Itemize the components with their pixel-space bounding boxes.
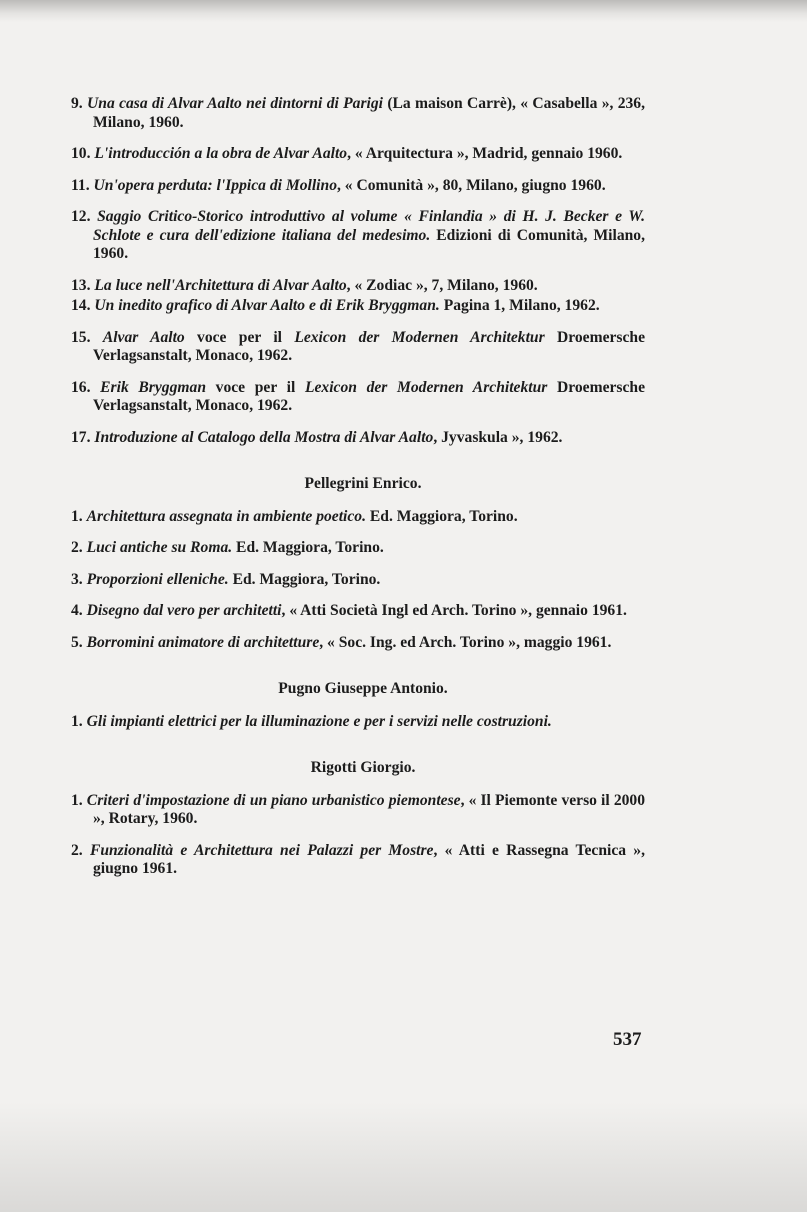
entry-number: 1. — [71, 791, 87, 809]
entry-number: 5. — [71, 633, 87, 651]
author-heading: Pugno Giuseppe Antonio. — [278, 680, 448, 697]
bibliography-entry — [71, 508, 645, 527]
entry-title: Gli impianti elettrici per la illuminazione e per i servizi nelle costruzioni. — [86, 712, 552, 730]
bibliography-entry — [71, 329, 645, 366]
scan-bottom-edge — [0, 1102, 807, 1212]
entry-details: Droemersche Verlagsanstalt, Monaco, 1962. — [93, 328, 646, 364]
page-number: 537 — [613, 1029, 642, 1050]
bibliography-entry — [71, 429, 645, 448]
entry-number: 2. — [71, 539, 87, 556]
entry-number: 11. — [71, 176, 94, 194]
entry-details: , Jyvaskula », 1962. — [433, 428, 563, 446]
bibliography-entry — [71, 177, 645, 196]
bibliography-entry — [71, 539, 645, 558]
bibliography-entry — [71, 208, 645, 264]
bibliography-entry — [71, 792, 645, 829]
entry-number: 15. — [71, 328, 103, 346]
entry-title: La luce nell'Architettura di Alvar Aalto — [94, 276, 347, 294]
entry-title-secondary: Lexicon der Modernen Architektur — [304, 378, 548, 396]
entry-details: , « Atti e Rassegna Tecnica », giugno 1961. — [93, 841, 645, 877]
entry-number: 14. — [71, 297, 95, 314]
entry-details: , « Soc. Ing. ed Arch. Torino », maggio 1961. — [319, 633, 612, 651]
entry-details: Ed. Maggiora, Torino. — [228, 570, 381, 588]
entry-title-secondary: Lexicon der Modernen Architektur — [294, 328, 545, 346]
entry-number: 16. — [71, 378, 101, 396]
entry-number: 1. — [71, 712, 87, 730]
author-heading: Rigotti Giorgio. — [310, 759, 416, 776]
entry-title: Disegno dal vero per architetti — [86, 602, 282, 619]
bibliography-entry — [71, 602, 645, 621]
bibliography-entry — [71, 277, 645, 296]
entry-title: Funzionalità e Architettura nei Palazzi per Mostre — [89, 841, 434, 859]
entry-title: Alvar Aalto — [102, 328, 185, 346]
entry-title: Un'opera perduta: l'Ippica di Mollino — [93, 176, 337, 194]
entry-connector: voce per il — [184, 328, 295, 346]
entry-number: 10. — [71, 145, 95, 162]
entry-number: 1. — [71, 507, 87, 525]
entry-number: 2. — [71, 841, 90, 859]
entry-details: Ed. Maggiora, Torino. — [366, 507, 518, 525]
entry-title: Una casa di Alvar Aalto nei dintorni di Parigi — [87, 95, 384, 112]
bibliography-entry — [71, 571, 645, 590]
entry-number: 12. — [71, 208, 98, 225]
entry-details: (La maison Carrè), « Casabella », 236, Milano, 1960. — [93, 95, 646, 131]
entry-details: Droemersche Verlagsanstalt, Monaco, 1962. — [93, 378, 646, 414]
author-heading: Pellegrini Enrico. — [304, 475, 422, 492]
entry-details: Pagina 1, Milano, 1962. — [439, 297, 600, 314]
entry-number: 9. — [71, 95, 88, 112]
entry-title: L'introducción a la obra de Alvar Aalto — [94, 145, 348, 162]
entry-title: Criteri d'impostazione di un piano urbanistico piemontese — [86, 791, 461, 809]
bibliography-column — [71, 95, 645, 879]
entry-title: Proporzioni elleniche. — [86, 570, 229, 588]
scan-top-edge — [0, 0, 807, 22]
bibliography-entry — [71, 297, 645, 316]
entry-details: , « Atti Società Ingl ed Arch. Torino », gennaio 1961. — [281, 602, 627, 619]
entry-title: Architettura assegnata in ambiente poetico. — [86, 507, 366, 525]
entry-title: Borromini animatore di architetture — [86, 633, 320, 651]
bibliography-entry — [71, 634, 645, 653]
entry-title: Saggio Critico-Storico introduttivo al volume « Finlandia » di H. J. Becker e W. Schlote e cura dell'edizione italiana del medesimo. — [93, 208, 645, 244]
entry-number: 17. — [71, 428, 95, 446]
entry-details: Edizioni di Comunità, Milano, 1960. — [93, 226, 645, 262]
bibliography-entry — [71, 842, 645, 879]
entry-number: 13. — [71, 276, 95, 294]
entry-title: Introduzione al Catalogo della Mostra di Alvar Aalto — [94, 428, 434, 446]
entry-title: Luci antiche su Roma. — [86, 539, 233, 556]
entry-details: , « Il Piemonte verso il 2000 », Rotary, 1960. — [93, 791, 646, 827]
entry-number: 4. — [71, 602, 87, 619]
entry-title: Erik Bryggman — [100, 378, 206, 396]
bibliography-entry — [71, 95, 645, 132]
bibliography-entry — [71, 379, 645, 416]
entry-title: Un inedito grafico di Alvar Aalto e di Erik Bryggman. — [94, 297, 440, 314]
entry-connector: voce per il — [206, 378, 305, 396]
bibliography-entry — [71, 145, 645, 164]
bibliography-entry — [71, 713, 645, 732]
entry-details: , « Comunità », 80, Milano, giugno 1960. — [337, 176, 606, 194]
entry-details: , « Zodiac », 7, Milano, 1960. — [346, 276, 538, 294]
entry-number: 3. — [71, 570, 87, 588]
entry-details: , « Arquitectura », Madrid, gennaio 1960. — [347, 145, 623, 162]
entry-details: Ed. Maggiora, Torino. — [232, 539, 384, 556]
